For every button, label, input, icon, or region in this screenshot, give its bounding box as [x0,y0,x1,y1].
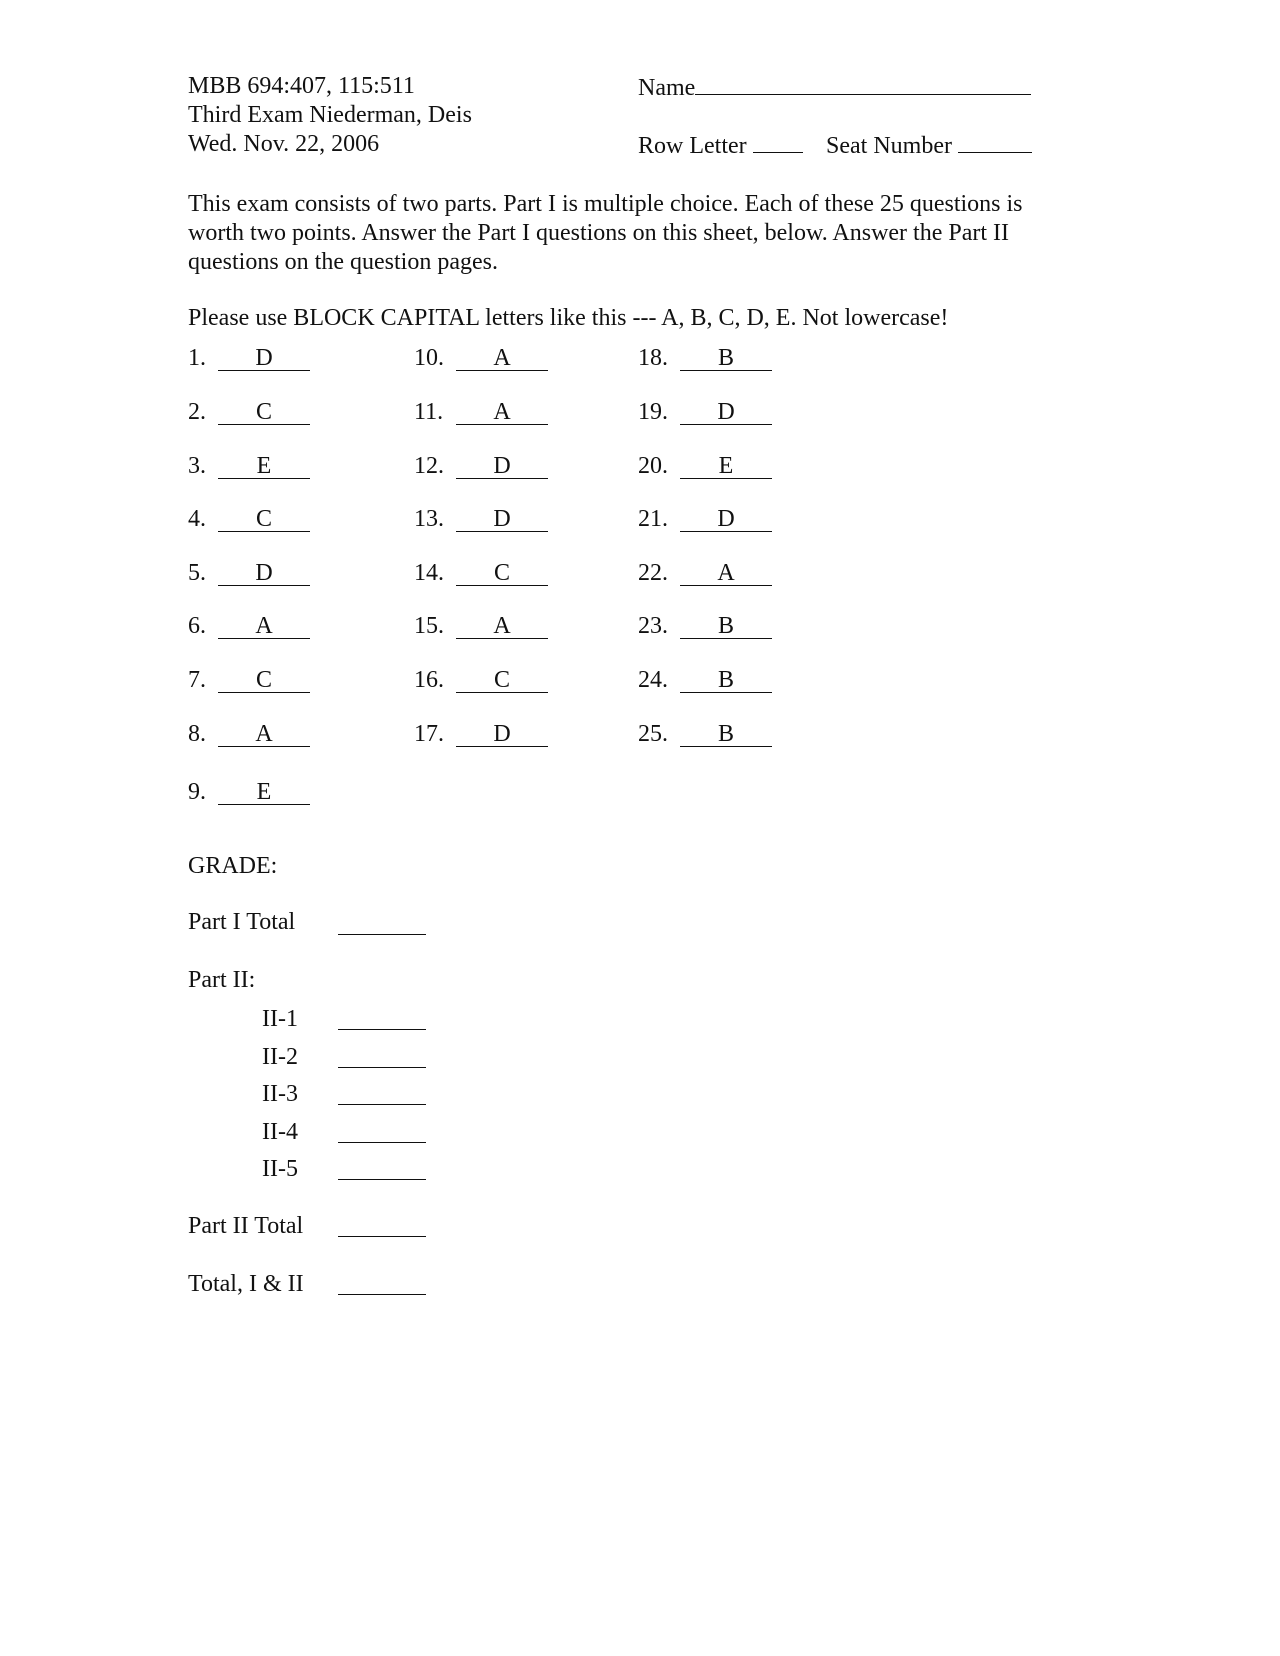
answer-row [188,720,348,748]
instructions-line-3: questions on the question pages. [188,249,498,275]
answer-value[interactable]: A [218,612,310,639]
answer-value[interactable]: B [680,344,772,371]
answer-value[interactable]: C [456,559,548,586]
answer-row [188,344,348,372]
question-number: 18. [638,345,668,371]
question-number: 12. [414,453,444,479]
answer-value[interactable]: B [680,666,772,693]
part2-item-blank[interactable] [338,1080,426,1105]
grand-total-label: Total, I & II [188,1271,304,1297]
part2-item-blank[interactable] [338,1043,426,1068]
answer-value[interactable]: C [456,666,548,693]
part2-item-blank[interactable] [338,1005,426,1030]
question-number: 8. [188,721,206,747]
question-number: 7. [188,667,206,693]
part2-item-label: II-1 [262,1006,298,1032]
answer-value[interactable]: D [456,452,548,479]
part2-total-label: Part II Total [188,1213,304,1239]
answer-row [188,398,348,426]
answer-value[interactable]: D [456,505,548,532]
question-number: 10. [414,345,444,371]
part2-item-label: II-5 [262,1156,298,1182]
grand-total-blank[interactable] [338,1270,426,1295]
question-number: 14. [414,560,444,586]
question-number: 16. [414,667,444,693]
answer-value[interactable]: E [218,778,310,805]
answer-value[interactable]: A [456,344,548,371]
row-letter-blank[interactable] [753,130,803,153]
answer-row [414,559,574,587]
question-number: 4. [188,506,206,532]
question-number: 19. [638,399,668,425]
name-field[interactable] [638,72,1031,102]
answer-row [638,452,798,480]
row-letter-field[interactable] [638,130,803,160]
question-number: 2. [188,399,206,425]
answer-value[interactable]: A [456,398,548,425]
question-number: 5. [188,560,206,586]
answer-value[interactable]: A [456,612,548,639]
question-number: 22. [638,560,668,586]
name-blank[interactable] [695,72,1031,95]
answer-row [188,452,348,480]
question-number: 21. [638,506,668,532]
answer-row [414,344,574,372]
part2-item-label: II-2 [262,1044,298,1070]
part2-heading: Part II: [188,967,256,993]
exam-date: Wed. Nov. 22, 2006 [188,131,380,157]
answer-row [414,612,574,640]
answer-value[interactable]: D [218,559,310,586]
question-number: 9. [188,779,206,805]
question-number: 15. [414,613,444,639]
answer-value[interactable]: D [456,720,548,747]
answer-row [188,612,348,640]
answer-value[interactable]: D [218,344,310,371]
answer-row [414,720,574,748]
part1-total-label: Part I Total [188,909,296,935]
answer-row [638,559,798,587]
answer-value[interactable]: C [218,666,310,693]
answer-value[interactable]: B [680,720,772,747]
answer-row [414,505,574,533]
answer-row [638,505,798,533]
answer-row [188,505,348,533]
part2-item-blank[interactable] [338,1155,426,1180]
question-number: 20. [638,453,668,479]
exam-title: Third Exam Niederman, Deis [188,102,472,128]
answer-value[interactable]: C [218,398,310,425]
capital-letters-note: Please use BLOCK CAPITAL letters like this --- A, B, C, D, E. Not lowercase! [188,305,949,331]
answer-value[interactable]: A [680,559,772,586]
answer-row [188,778,348,806]
question-number: 13. [414,506,444,532]
answer-row [638,344,798,372]
part1-total-blank[interactable] [338,910,426,935]
answer-value[interactable]: D [680,505,772,532]
answer-row [188,666,348,694]
answer-row [638,398,798,426]
row-letter-label: Row Letter [638,133,747,159]
answer-value[interactable]: E [218,452,310,479]
question-number: 23. [638,613,668,639]
answer-row [638,666,798,694]
answer-row [188,559,348,587]
answer-row [414,452,574,480]
part2-item-blank[interactable] [338,1118,426,1143]
course-code: MBB 694:407, 115:511 [188,73,415,99]
seat-number-label: Seat Number [826,133,952,159]
part2-item-label: II-3 [262,1081,298,1107]
grade-heading: GRADE: [188,853,278,879]
seat-number-field[interactable] [826,130,1032,160]
question-number: 24. [638,667,668,693]
instructions-line-2: worth two points. Answer the Part I questions on this sheet, below. Answer the Part II [188,220,1010,246]
part2-item-label: II-4 [262,1119,298,1145]
answer-value[interactable]: A [218,720,310,747]
question-number: 25. [638,721,668,747]
answer-value[interactable]: D [680,398,772,425]
answer-value[interactable]: C [218,505,310,532]
answer-value[interactable]: B [680,612,772,639]
question-number: 3. [188,453,206,479]
answer-row [414,666,574,694]
answer-value[interactable]: E [680,452,772,479]
answer-row [638,612,798,640]
part2-total-blank[interactable] [338,1212,426,1237]
question-number: 1. [188,345,206,371]
question-number: 6. [188,613,206,639]
seat-number-blank[interactable] [958,130,1032,153]
question-number: 17. [414,721,444,747]
answer-row [414,398,574,426]
answer-row [638,720,798,748]
name-label: Name [638,75,696,101]
question-number: 11. [414,399,444,425]
instructions-line-1: This exam consists of two parts. Part I is multiple choice. Each of these 25 questions is [188,191,1023,217]
